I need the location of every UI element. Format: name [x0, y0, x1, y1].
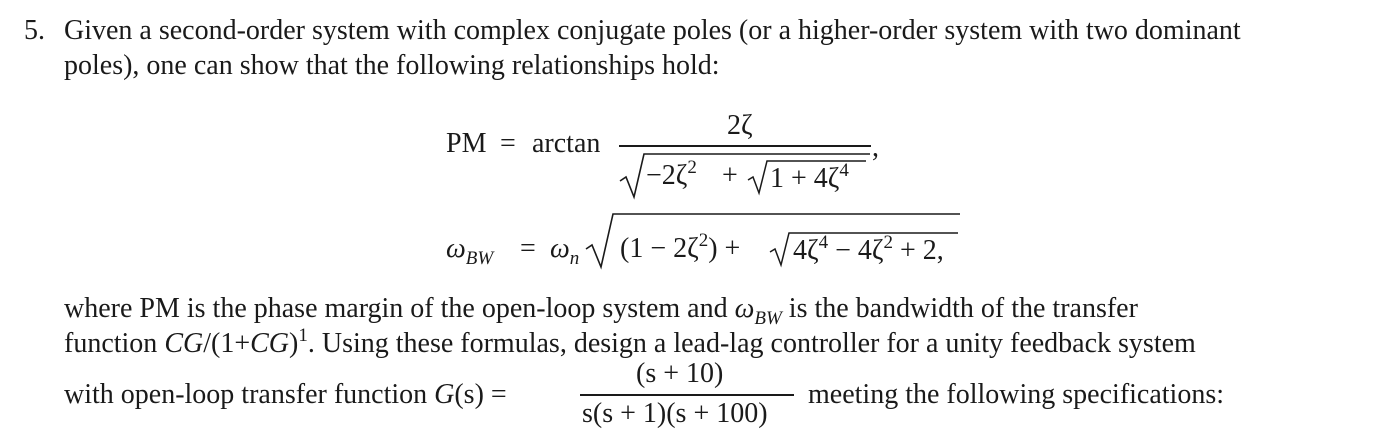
pm-denom-plus: + — [722, 160, 738, 191]
body-line-5: with open-loop transfer function G(s) = — [64, 379, 507, 410]
body-line-5-end: meeting the following specifications: — [808, 379, 1225, 410]
bw-term-a: $(1 - 2\zeta^2)$ + — [620, 230, 741, 264]
problem-number: 5. — [24, 15, 45, 46]
pm-denom-term-b: $1 + 4\zeta^4$ — [770, 160, 849, 194]
bw-omega: $\omega_{BW}$ — [446, 233, 494, 269]
tf-denominator: s(s + 1)(s + 100) — [582, 398, 768, 429]
pm-denom-term-a: $-2\zeta^2$ — [646, 157, 697, 191]
bw-inline-omega: $\omega_{BW}$ — [734, 293, 782, 329]
arctan-label: arctan — [532, 128, 601, 159]
body-line-4: function $CG/(1+CG)^1$. Using these formulas, design a lead-lag controller for a unity feedback system — [64, 325, 1196, 359]
body-line-3: where PM is the phase margin of the open-loop system and $\omega_{BW}$ is the bandwidth of the transfer — [64, 293, 1138, 329]
bw-term-b: $4\zeta^4 - 4\zeta^2 + 2$, — [793, 232, 944, 266]
bw-equals: = — [520, 233, 536, 264]
pm-numerator: 2ζ — [727, 110, 753, 141]
pm-fraction-bar — [619, 145, 871, 147]
pm-trailing-comma: , — [872, 132, 879, 163]
footnote-marker: 1 — [298, 325, 308, 346]
pm-lhs: PM — [446, 128, 487, 159]
tf-numerator: (s + 10) — [636, 358, 724, 389]
intro-line-1: Given a second-order system with complex conjugate poles (or a higher-order system with two dominant — [64, 15, 1241, 46]
intro-line-2: poles), one can show that the following relationships hold: — [64, 50, 720, 81]
tf-fraction-bar — [580, 394, 794, 396]
pm-equals: = — [500, 128, 516, 159]
bw-omega-n: $\omega_n$ — [550, 233, 580, 269]
